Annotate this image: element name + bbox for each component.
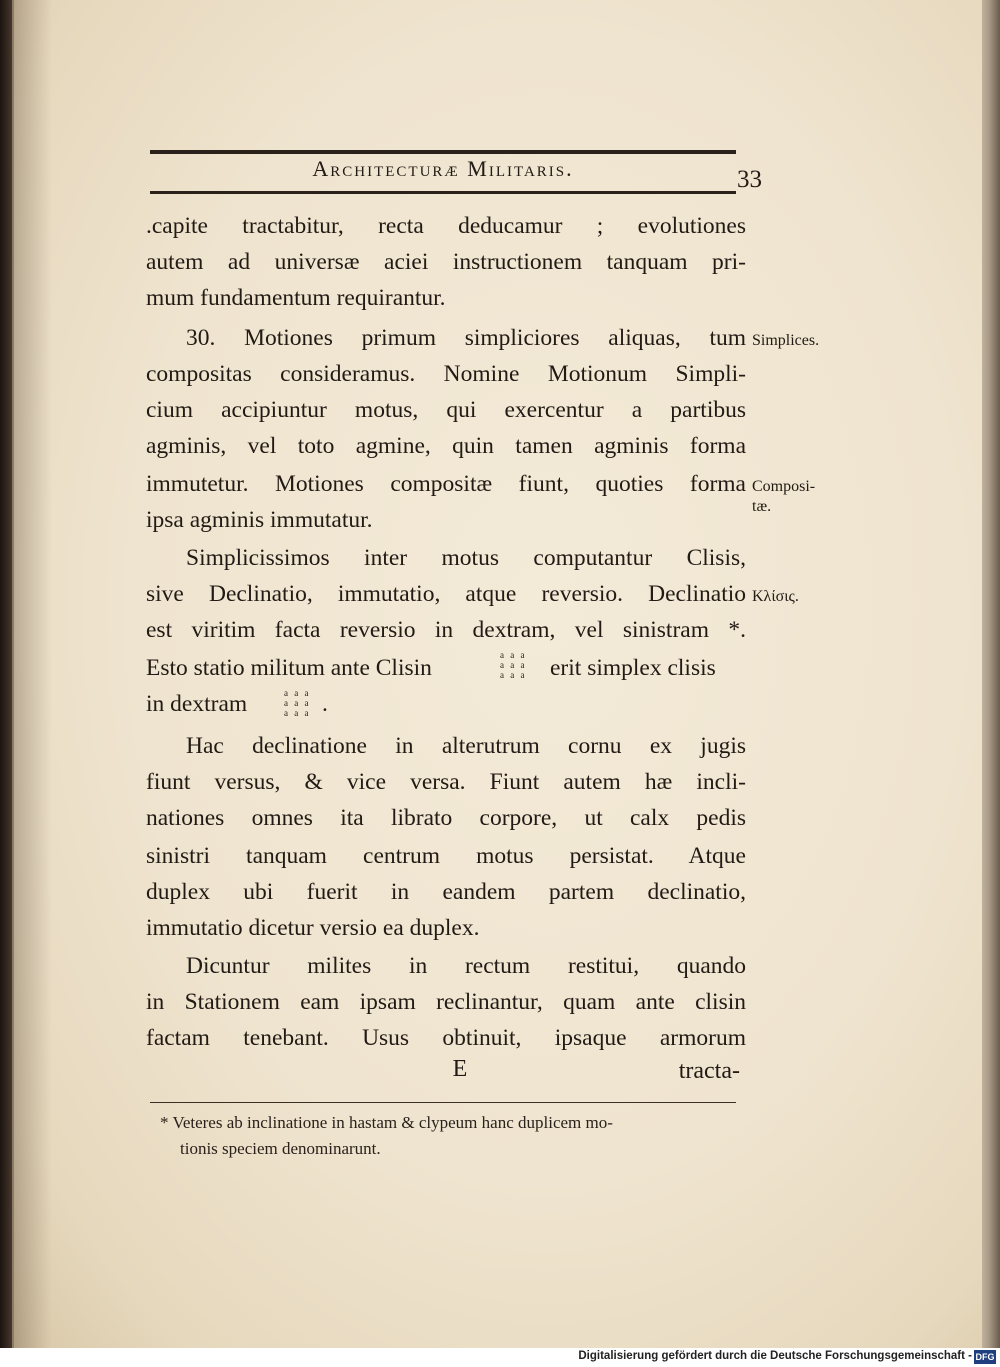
footnote-line-2: tionis speciem denominarunt. bbox=[180, 1139, 381, 1158]
gutter-shadow bbox=[12, 0, 52, 1348]
text-line-17: nationes omnes ita librato corpore, ut calx pedis bbox=[146, 805, 746, 831]
text-line-6: cium accipiuntur motus, qui exercentur a partibus bbox=[146, 397, 746, 423]
matrix-row: a a a bbox=[284, 688, 311, 698]
text-line-4: 30. Motiones primum simpliciores aliquas, tum bbox=[186, 325, 746, 351]
footnote-rule bbox=[150, 1102, 736, 1103]
text-line-2: autem ad universæ aciei instructionem tanquam pri- bbox=[146, 249, 746, 275]
text-line-14a: in dextram bbox=[146, 691, 248, 717]
text-line-5: compositas consideramus. Nomine Motionum Simpli- bbox=[146, 361, 746, 387]
formation-matrix-after bbox=[284, 688, 310, 718]
text-line-13b: erit simplex clisis bbox=[550, 655, 716, 681]
text-line-21: Dicuntur milites in rectum restitui, quando bbox=[186, 953, 746, 979]
margin-note-tae: tæ. bbox=[752, 498, 772, 515]
matrix-row: a a a bbox=[500, 660, 527, 670]
text-line-19: duplex ubi fuerit in eandem partem declinatio, bbox=[146, 879, 746, 905]
matrix-row: a a a bbox=[284, 708, 311, 718]
text-line-22: in Stationem eam ipsam reclinantur, quam ante clisin bbox=[146, 989, 746, 1015]
text-line-1: .capite tractabitur, recta deducamur ; evolutiones bbox=[146, 213, 746, 239]
text-line-11: sive Declinatio, immutatio, atque reversio. Declinatio bbox=[146, 581, 746, 607]
text-line-10: Simplicissimos inter motus computantur Clisis, bbox=[186, 545, 746, 571]
text-line-23: factam tenebant. Usus obtinuit, ipsaque armorum bbox=[146, 1025, 746, 1051]
margin-note-simplices: Simplices. bbox=[752, 332, 820, 349]
margin-note-klisis: Κλίσις. bbox=[752, 588, 799, 605]
text-line-16: fiunt versus, & vice versa. Fiunt autem hæ incli- bbox=[146, 769, 746, 795]
text-line-13a: Esto statio militum ante Clisin bbox=[146, 655, 432, 681]
running-head: Architecturæ Militaris. bbox=[312, 156, 574, 181]
header-rule-bottom bbox=[150, 191, 736, 194]
text-line-3: mum fundamentum requirantur. bbox=[146, 285, 446, 311]
text-line-20: immutatio dicetur versio ea duplex. bbox=[146, 915, 480, 941]
text-line-7: agminis, vel toto agmine, quin tamen agminis forma bbox=[146, 433, 746, 459]
footnote-line-1: * Veteres ab inclinatione in hastam & clypeum hanc duplicem mo- bbox=[160, 1113, 613, 1132]
matrix-row: a a a bbox=[500, 670, 527, 680]
catchword: tracta- bbox=[678, 1058, 740, 1084]
text-line-9: ipsa agminis immutatur. bbox=[146, 507, 373, 533]
text-line-18: sinistri tanquam centrum motus persistat. Atque bbox=[146, 843, 746, 869]
text-line-8: immutetur. Motiones compositæ fiunt, quoties forma bbox=[146, 471, 746, 497]
matrix-row: a a a bbox=[284, 698, 311, 708]
margin-note-composi: Composi- bbox=[752, 478, 816, 495]
header-rule-top bbox=[150, 150, 736, 154]
page-number: 33 bbox=[737, 166, 762, 193]
signature-mark: E bbox=[452, 1056, 468, 1082]
text-line-12: est viritim facta reversio in dextram, vel sinistram *. bbox=[146, 617, 746, 643]
matrix-row: a a a bbox=[500, 650, 527, 660]
text-line-15: Hac declinatione in alterutrum cornu ex jugis bbox=[186, 733, 746, 759]
text-line-14b: . bbox=[322, 691, 328, 717]
dfg-logo-icon: DFG bbox=[975, 1352, 995, 1362]
footer-credit: Digitalisierung gefördert durch die Deutsche Forschungsgemeinschaft - bbox=[578, 1350, 972, 1362]
formation-matrix-before bbox=[500, 650, 526, 680]
